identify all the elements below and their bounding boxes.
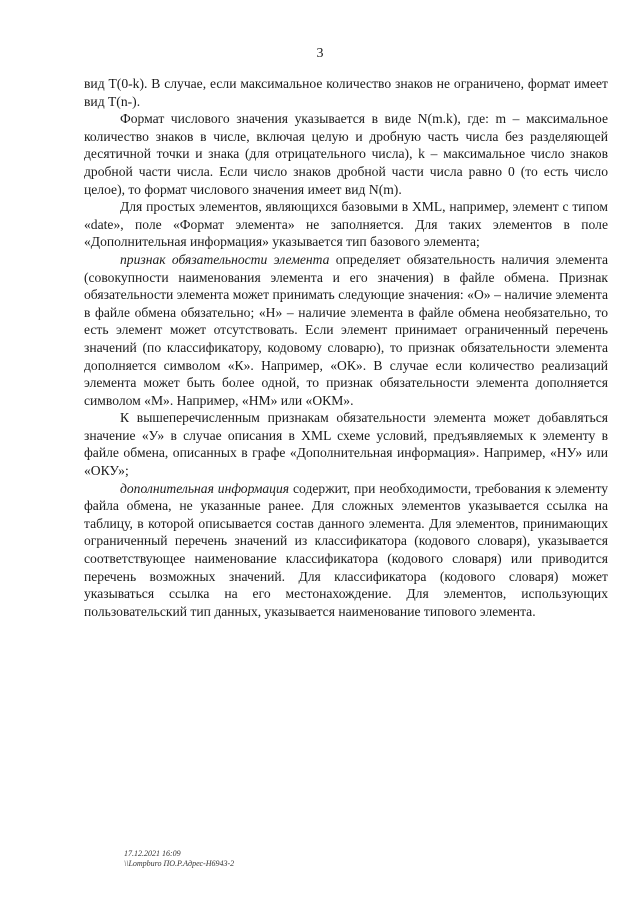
paragraph-5 — [84, 409, 608, 479]
paragraph-3 — [84, 198, 608, 251]
paragraph-1-text: вид T(0-k). В случае, если максимальное количество знаков не ограничено, формат имеет вид T(n-). — [84, 76, 608, 109]
paragraph-1 — [84, 75, 608, 110]
footer-stamp — [124, 849, 234, 869]
paragraph-6 — [84, 480, 608, 621]
paragraph-5-text: К вышеперечисленным признакам обязательности элемента может добавляться значение «У» в случае описания в XML схеме условий, предъявляемых к элементу в файле обмена, описанных в графе «Дополнительная информация». Например, «НУ» или «ОКУ»; — [84, 410, 608, 479]
footer-path: \\Lompburo ПО.Р.Адрес-Н6943-2 — [124, 859, 235, 868]
page-number: 3 — [316, 46, 324, 61]
term-additional-info: дополнительная информация — [120, 480, 290, 496]
paragraph-2-text: Формат числового значения указывается в виде N(m.k), где: m – максимальное количество знаков в числе, включая целую и дробную часть числа без разделяющей десятичной точки и знака (для отрицательного числа), k – максимальное число знаков дробной части числа. Если число знаков дробной части числа равно 0 (то есть число целое), то формат числового значения имеет вид N(m). — [84, 111, 608, 197]
paragraph-3-text: Для простых элементов, являющихся базовыми в XML, например, элемент с типом «date», поле «Формат элемента» не заполняется. Для таких элементов в поле «Дополнительная информация» указывается тип базового элемента; — [84, 199, 608, 250]
paragraph-4-text: определяет обязательность наличия элемента (совокупности наименования элемента и его значения) в файле обмена. Признак обязательности элемента может принимать следующие значения: «О» – наличие элемента в файле обмена обязательно; «Н» – наличие элемента в файле обмена необязательно, то есть элемент может отсутствовать. Если элемент принимает ограниченный перечень значений (по классификатору, кодовому словарю), то признак обязательности элемента дополняется символом «К». Например, «ОК». В случае если количество реализаций элемента может быть более одной, то признак обязательности элемента дополняется символом «М». Например, «НМ» или «ОКМ». — [84, 251, 608, 408]
paragraph-4 — [84, 251, 608, 409]
term-mandatory-flag: признак обязательности элемента — [120, 251, 330, 267]
paragraph-6-text: содержит, при необходимости, требования к элементу файла обмена, не указанные ранее. Для сложных элементов указывается ссылка на таблицу, в которой описывается состав данного элемента. Для элементов, принимающих ограниченный перечень значений из классификатора (кодового словаря), указывается соответствующее наименование классификатора (кодового словаря) или приводится перечень возможных значений. Для классификатора (кодового словаря) может указываться ссылка на его местонахождение. Для элементов, использующих пользовательский тип данных, указывается наименование типового элемента. — [84, 480, 609, 619]
body-text — [84, 75, 608, 620]
paragraph-2 — [84, 110, 608, 198]
footer-timestamp: 17.12.2021 16:09 — [124, 849, 181, 858]
